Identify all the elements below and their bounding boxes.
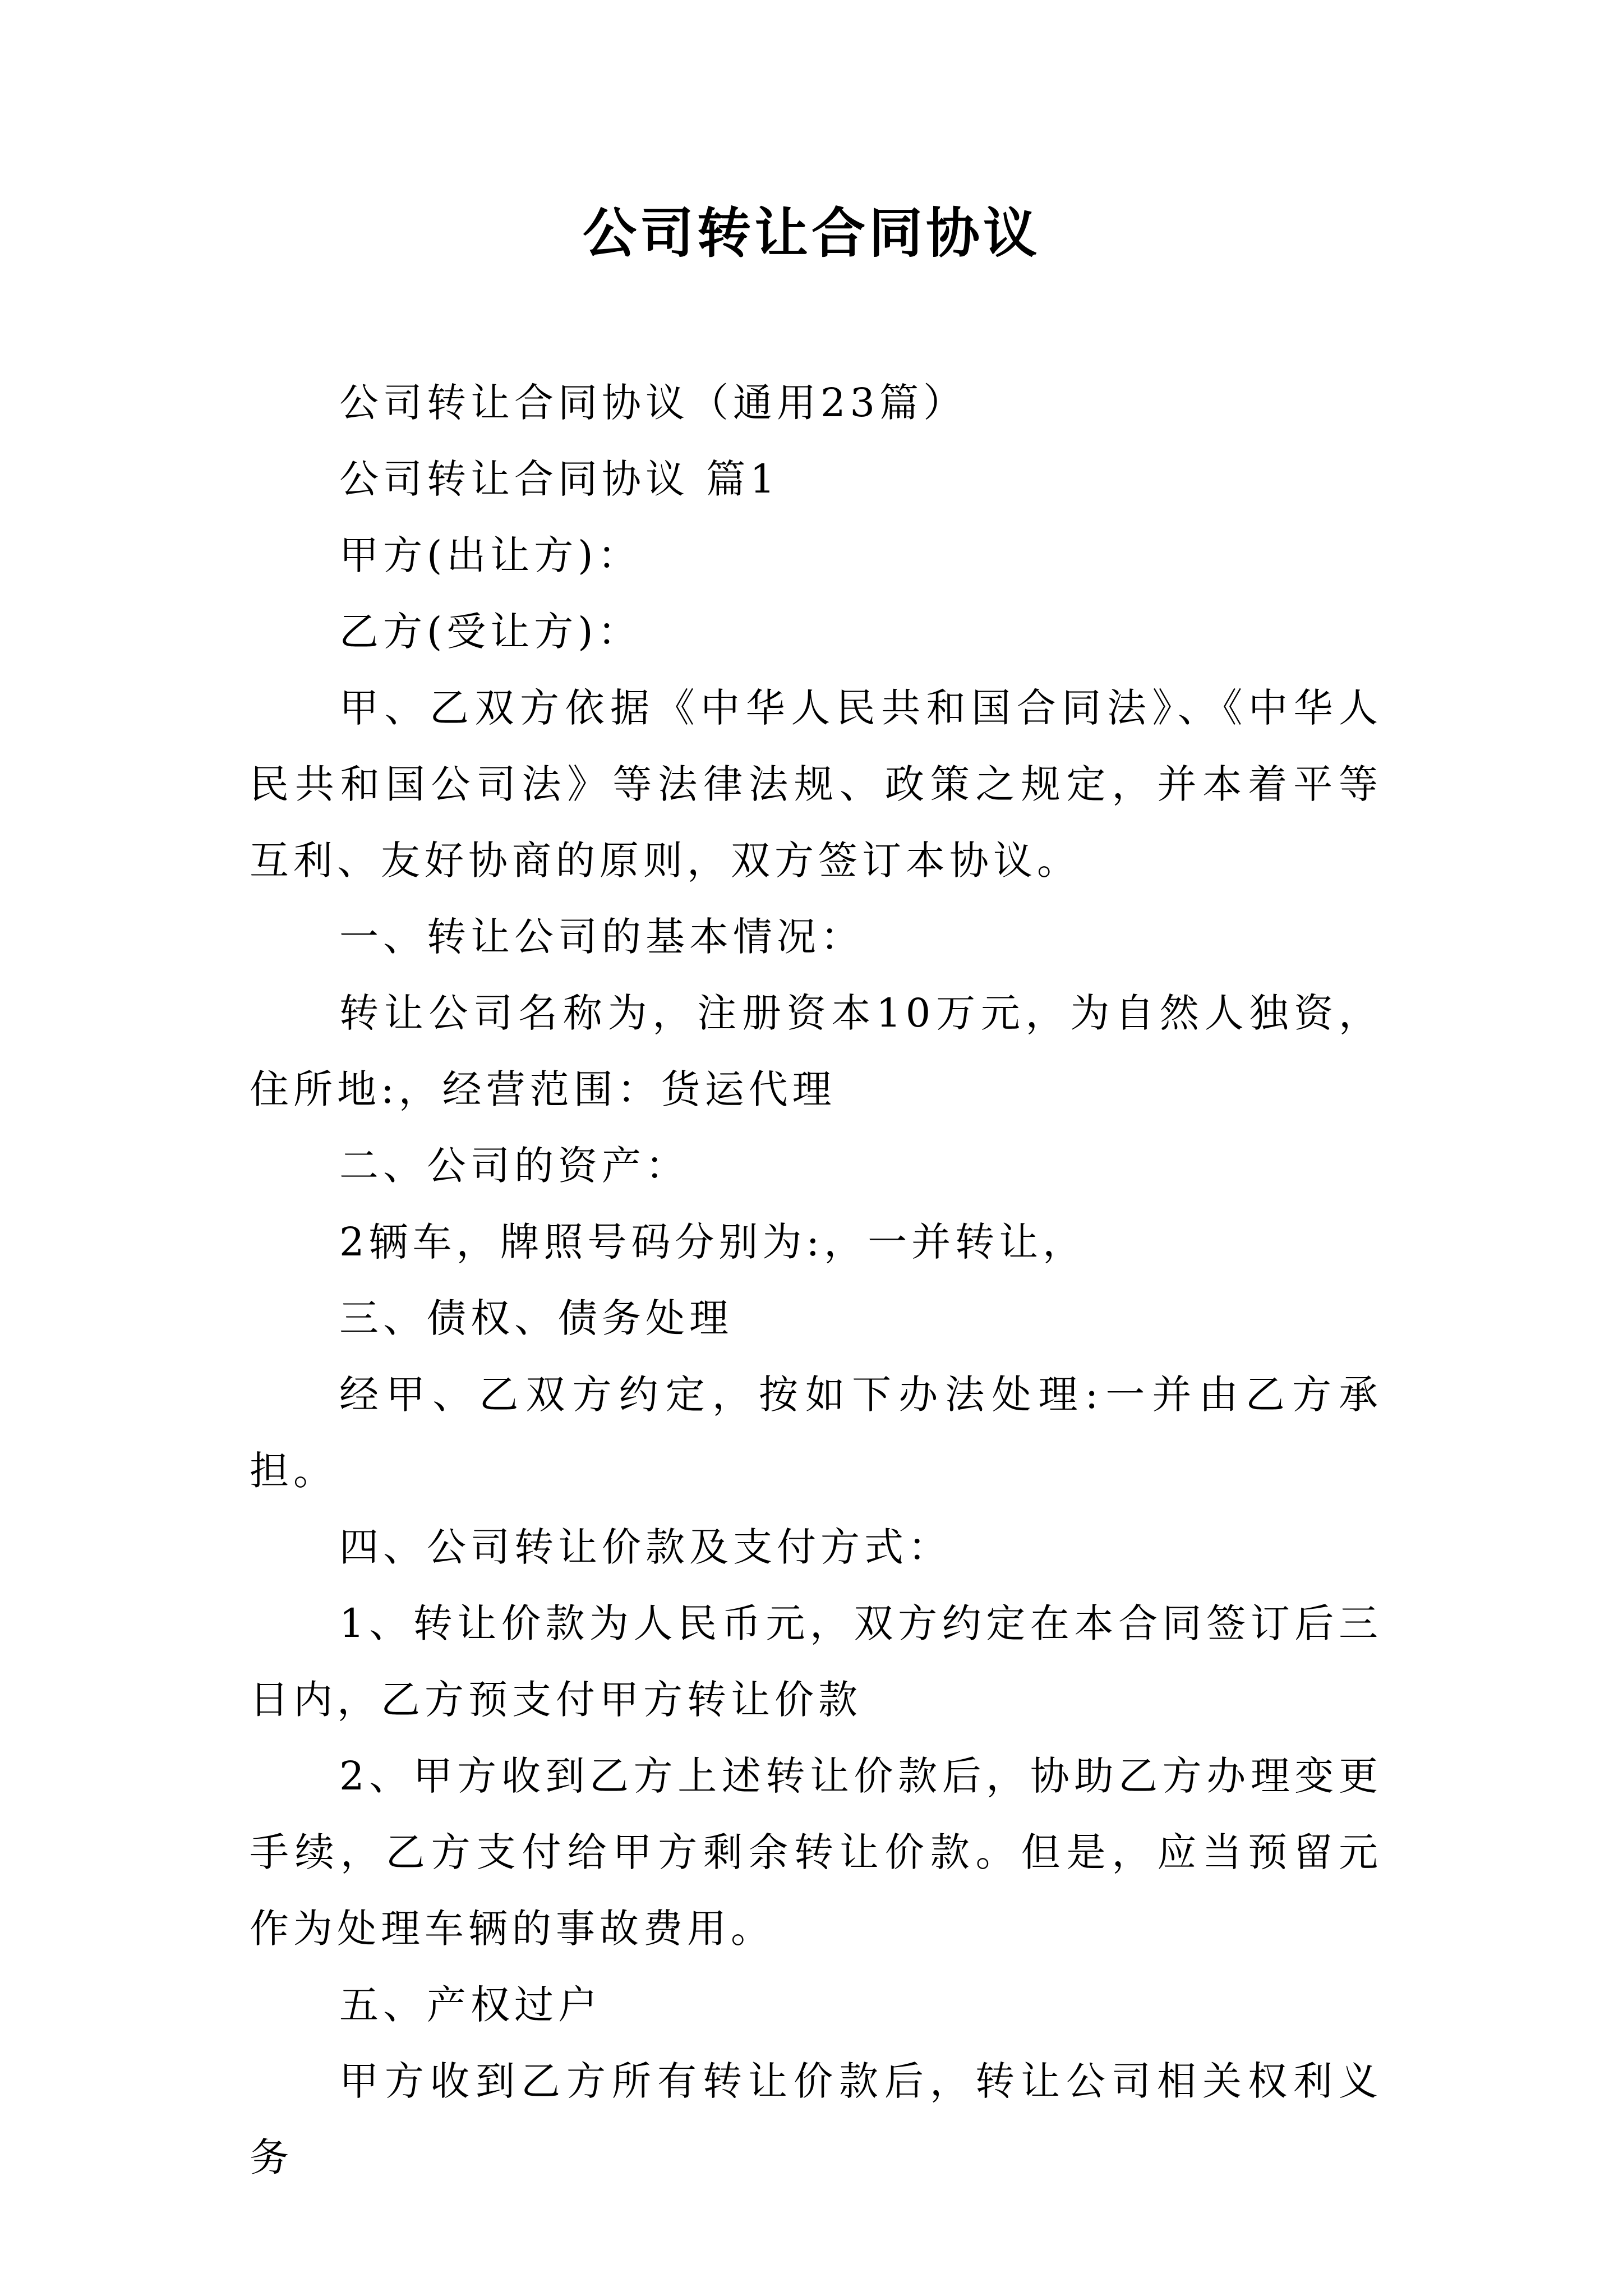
clause-heading: 五、产权过户 <box>339 1982 602 2028</box>
party-a-line: 甲方(出让方)： <box>339 532 642 578</box>
clause-paragraph: 2辆车，牌照号码分别为:，一并转让， <box>339 1219 1087 1265</box>
party-b-line: 乙方(受让方)： <box>339 609 642 655</box>
clause-paragraph: 2、甲方收到乙方上述转让价款后，协助乙方办理变更手续，乙方支付给甲方剩余转让价款。但是，应当预留元作为处理车辆的事故费用。 <box>250 1753 1382 1952</box>
section-heading: 公司转让合同协议 篇1 <box>339 456 780 502</box>
clause-heading: 一、转让公司的基本情况： <box>339 914 864 960</box>
clause-heading: 四、公司转让价款及支付方式： <box>339 1524 952 1570</box>
document-title: 公司转让合同协议 <box>583 201 1040 265</box>
clause-paragraph: 转让公司名称为，注册资本10万元，为自然人独资，住所地:，经营范围：货运代理 <box>250 990 1382 1112</box>
clause-heading: 二、公司的资产： <box>339 1143 689 1189</box>
clause-paragraph: 1、转让价款为人民币元，双方约定在本合同签订后三日内，乙方预支付甲方转让价款 <box>250 1600 1382 1723</box>
clause-heading: 三、债权、债务处理 <box>339 1295 733 1341</box>
clause-paragraph: 经甲、乙双方约定，按如下办法处理:一并由乙方承担。 <box>250 1372 1382 1494</box>
clause-paragraph: 甲方收到乙方所有转让价款后，转让公司相关权利义务 <box>250 2058 1382 2180</box>
preamble-paragraph: 甲、乙双方依据《中华人民共和国合同法》、《中华人民共和国公司法》等法律法规、政策之规定，并本着平等互利、友好协商的原则，双方签订本协议。 <box>250 685 1382 884</box>
document-body <box>250 365 1382 2196</box>
doc-subtitle: 公司转让合同协议（通用23篇） <box>339 380 967 426</box>
